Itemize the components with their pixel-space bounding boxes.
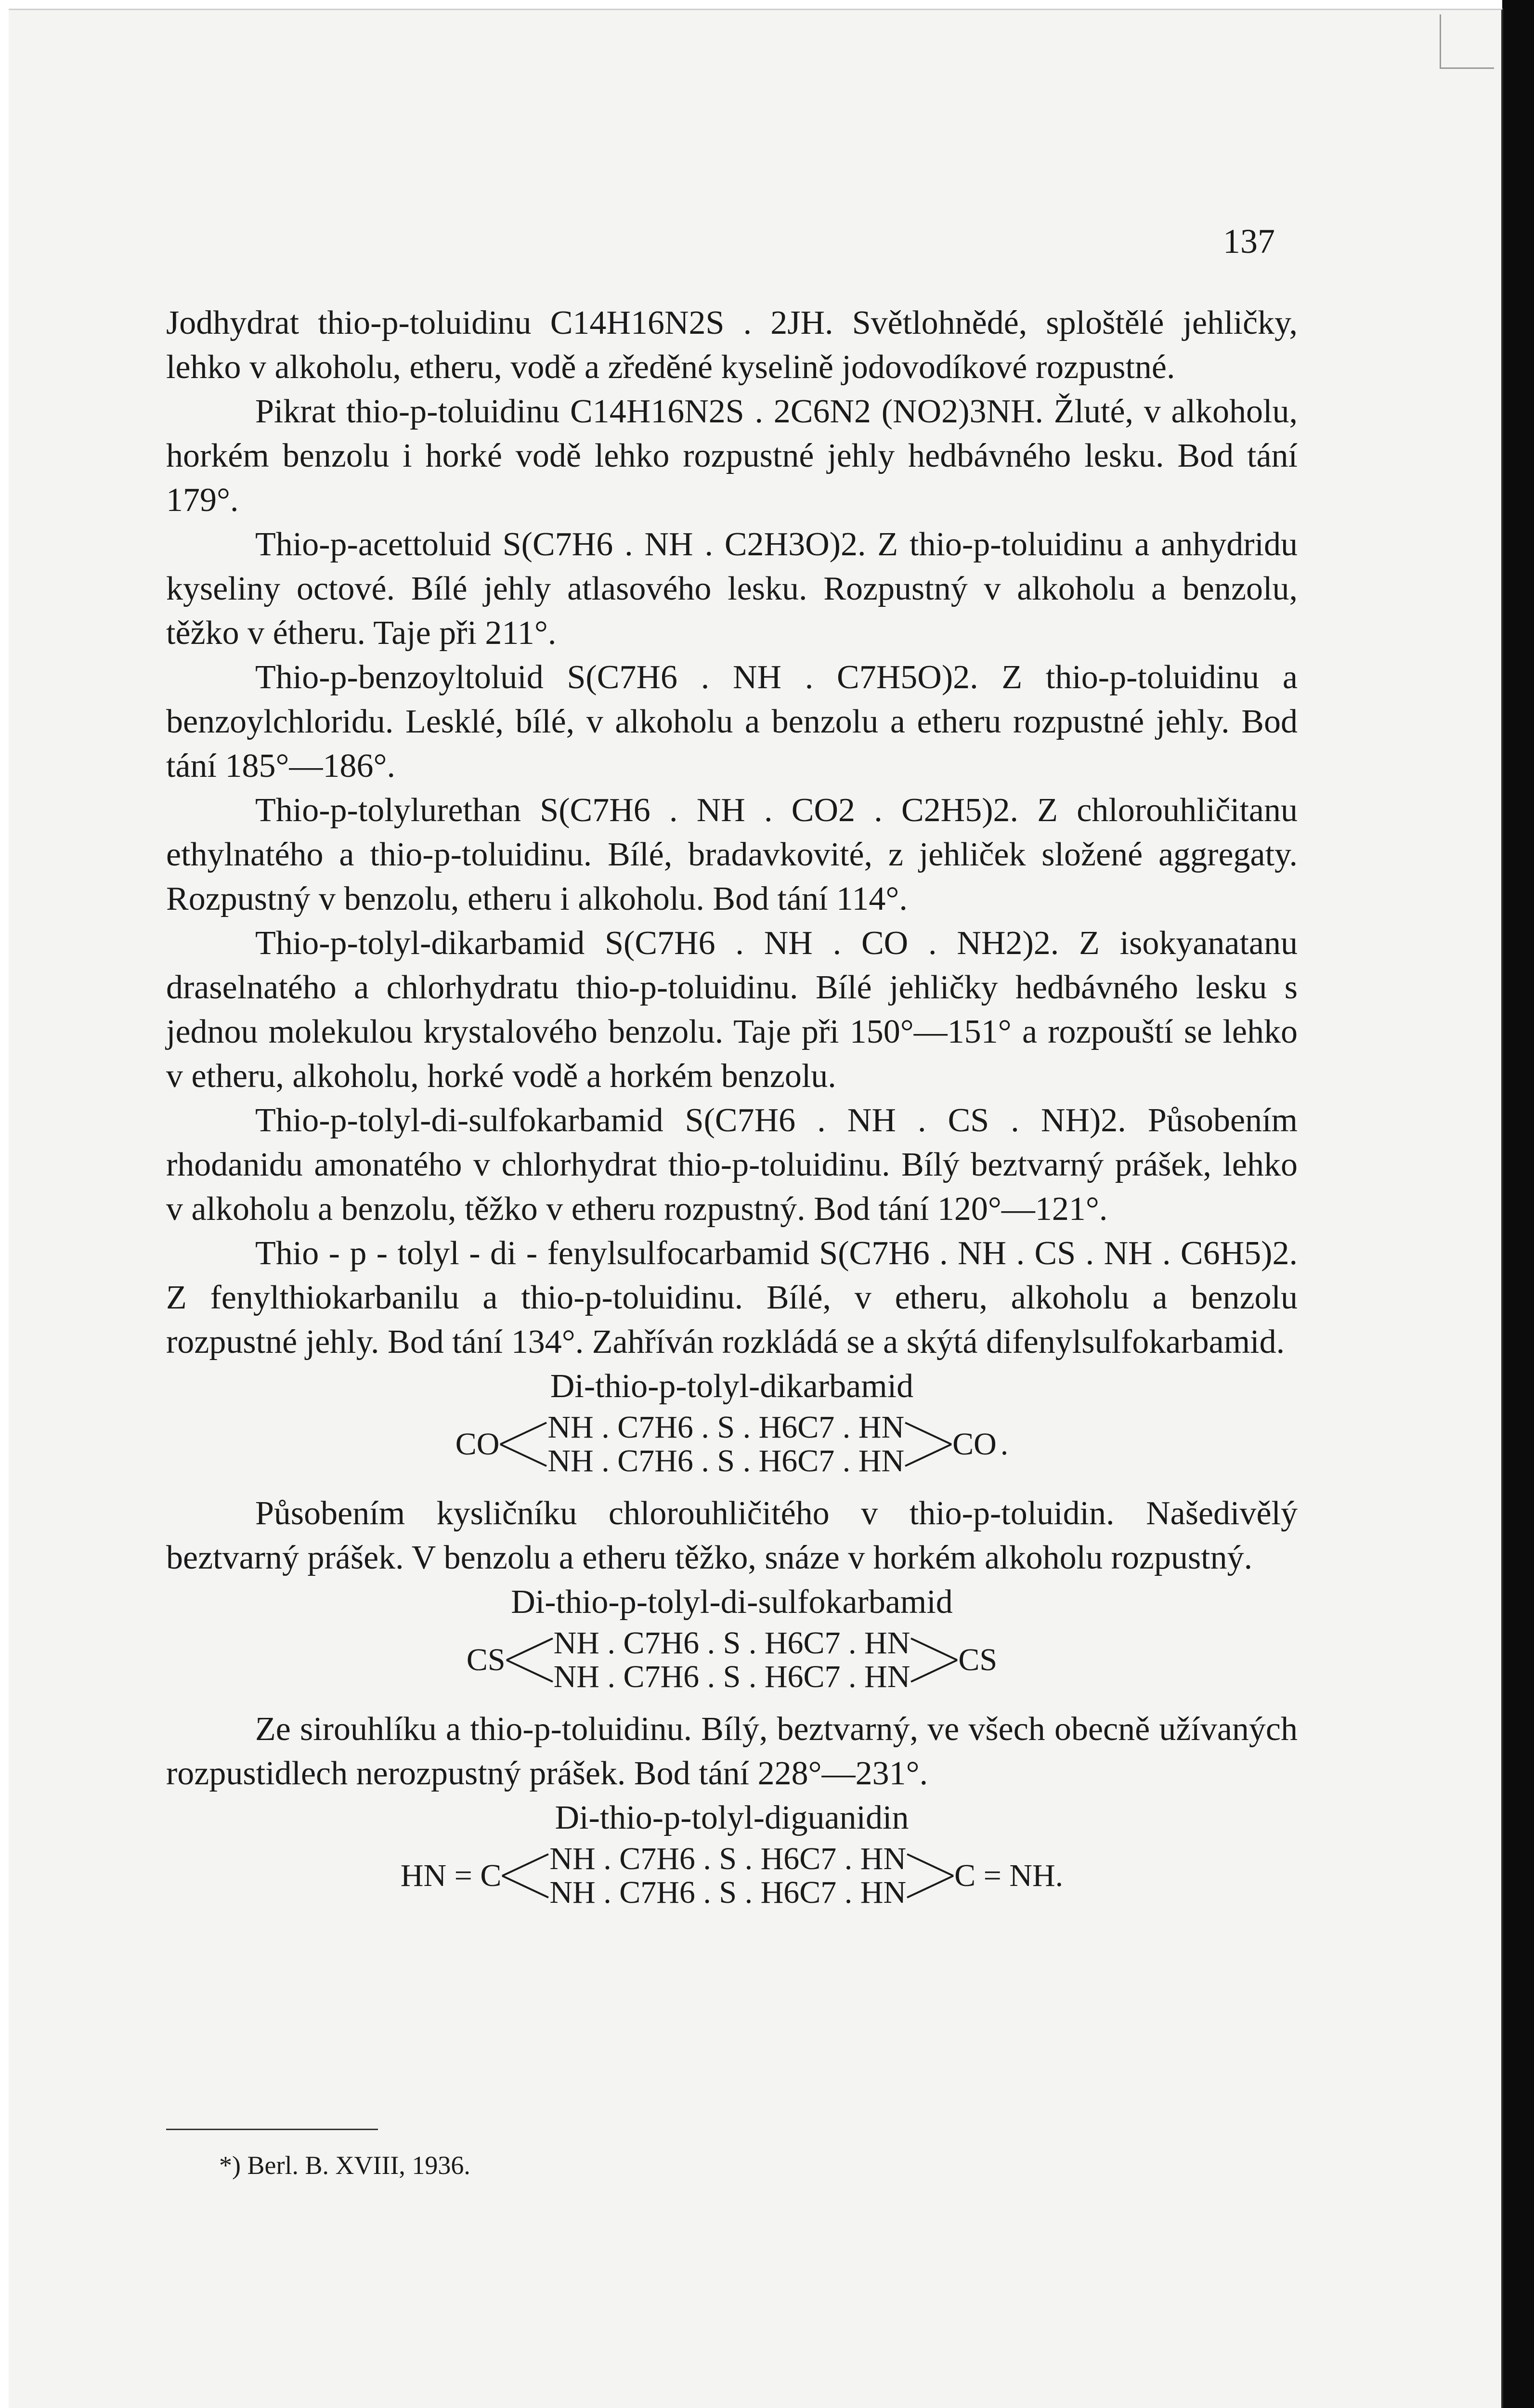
paragraph-tolylurethan: Thio-p-tolylurethan S(C7H6 . NH . CO2 . C2H5)2. Z chlorouhličitanu ethylnatého a thio-p-toluidinu. Bílé, bradavkovité, z jehliček složené aggregaty. Rozpustný v benzolu, etheru i alkoholu. Bod tání 114°. (166, 792, 1298, 917)
right-bond-bracket (904, 1411, 952, 1478)
formula-title: Di-thio-p-tolyl-dikarbamid (550, 1368, 914, 1405)
formula-title: Di-thio-p-tolyl-diguanidin (555, 1799, 909, 1836)
scan-edge (1502, 0, 1534, 2408)
formula-row-lower: NH . C7H6 . S . H6C7 . HN (547, 1443, 905, 1479)
formula-description: Působením kysličníku chlorouhličitého v thio-p-toluidin. Našedivělý beztvarný prášek. V benzolu a etheru těžko, snáze v horkém alkoholu rozpustný. (166, 1495, 1298, 1576)
formula-description: Ze sirouhlíku a thio-p-toluidinu. Bílý, beztvarný, ve všech obecně užívaných rozpustidlech nerozpustný prášek. Bod tání 228°—231°. (166, 1711, 1298, 1792)
formula-row-upper: NH . C7H6 . S . H6C7 . HN (553, 1625, 910, 1661)
formula-row-upper: NH . C7H6 . S . H6C7 . HN (547, 1410, 905, 1445)
structural-formula (166, 1626, 1298, 1694)
formula-right-group: CO (952, 1426, 997, 1462)
left-bond-bracket (499, 1411, 547, 1478)
footnote-rule (166, 2129, 378, 2130)
formula-right-group: C = NH. (954, 1858, 1064, 1893)
paragraph-dikarbamid: Thio-p-tolyl-dikarbamid S(C7H6 . NH . CO . NH2)2. Z isokyanatanu draselnatého a chlorhydratu thio-p-toluidinu. Bílé jehličky hedbávného lesku s jednou molekulou krystalového benzolu. Taje při 150°—151° a rozpouští se lehko v etheru, alkoholu, horké vodě a horkém benzolu. (166, 925, 1298, 1095)
formula-row-lower: NH . C7H6 . S . H6C7 . HN (549, 1875, 907, 1910)
left-bond-bracket (506, 1626, 554, 1694)
formula-title: Di-thio-p-tolyl-di-sulfokarbamid (511, 1584, 953, 1621)
formula-tail: . (1000, 1426, 1009, 1462)
paragraph-pikrat: Pikrat thio-p-toluidinu C14H16N2S . 2C6N2 (NO2)3NH. Žluté, v alkoholu, horkém benzolu i horké vodě lehko rozpustné jehly hedbávného lesku. Bod tání 179°. (166, 393, 1298, 519)
formula-left-group: HN = C (400, 1858, 502, 1893)
paragraph-benzoyltoluid: Thio-p-benzoyltoluid S(C7H6 . NH . C7H5O)2. Z thio-p-toluidinu a benzoylchloridu. Lesklé, bílé, v alkoholu a benzolu a etheru rozpustné jehly. Bod tání 185°—186°. (166, 659, 1298, 785)
right-bond-bracket (910, 1626, 958, 1694)
structural-formula (166, 1411, 1298, 1478)
paragraph-fenylsulfocarbamid: Thio - p - tolyl - di - fenylsulfocarbamid S(C7H6 . NH . CS . NH . C6H5)2. Z fenylthiokarbanilu a thio-p-toluidinu. Bílé, v etheru, alkoholu a benzolu rozpustné jehly. Bod tání 134°. Zahříván rozkládá se a skýtá difenylsulfokarbamid. (166, 1235, 1298, 1361)
structural-formula (166, 1842, 1298, 1910)
page-body (166, 301, 1298, 1923)
formula-row-upper: NH . C7H6 . S . H6C7 . HN (549, 1841, 907, 1876)
formula-row-lower: NH . C7H6 . S . H6C7 . HN (553, 1659, 910, 1694)
formula-left-group: CO (455, 1426, 500, 1462)
footnote: *) Berl. B. XVIII, 1936. (219, 2151, 470, 2180)
formula-left-group: CS (466, 1642, 506, 1677)
paragraph-jodhydrat: Jodhydrat thio-p-toluidinu C14H16N2S . 2JH. Světlohnědé, sploštělé jehličky, lehko v alkoholu, etheru, vodě a zředěné kyselině jodovodíkové rozpustné. (166, 304, 1298, 386)
paragraph-disulfokarbamid: Thio-p-tolyl-di-sulfokarbamid S(C7H6 . NH . CS . NH)2. Působením rhodanidu amonatého v chlorhydrat thio-p-toluidinu. Bílý beztvarný prášek, lehko v alkoholu a benzolu, těžko v etheru rozpustný. Bod tání 120°—121°. (166, 1102, 1298, 1228)
page-number: 137 (1223, 222, 1275, 261)
formula-right-group: CS (958, 1642, 998, 1677)
left-bond-bracket (501, 1842, 549, 1910)
paragraph-acettoluid: Thio-p-acettoluid S(C7H6 . NH . C2H3O)2. Z thio-p-toluidinu a anhydridu kyseliny octové. Bílé jehly atlasového lesku. Rozpustný v alkoholu a benzolu, těžko v étheru. Taje při 211°. (166, 526, 1298, 652)
right-bond-bracket (906, 1842, 954, 1910)
scan-corner-mark (1440, 14, 1494, 69)
